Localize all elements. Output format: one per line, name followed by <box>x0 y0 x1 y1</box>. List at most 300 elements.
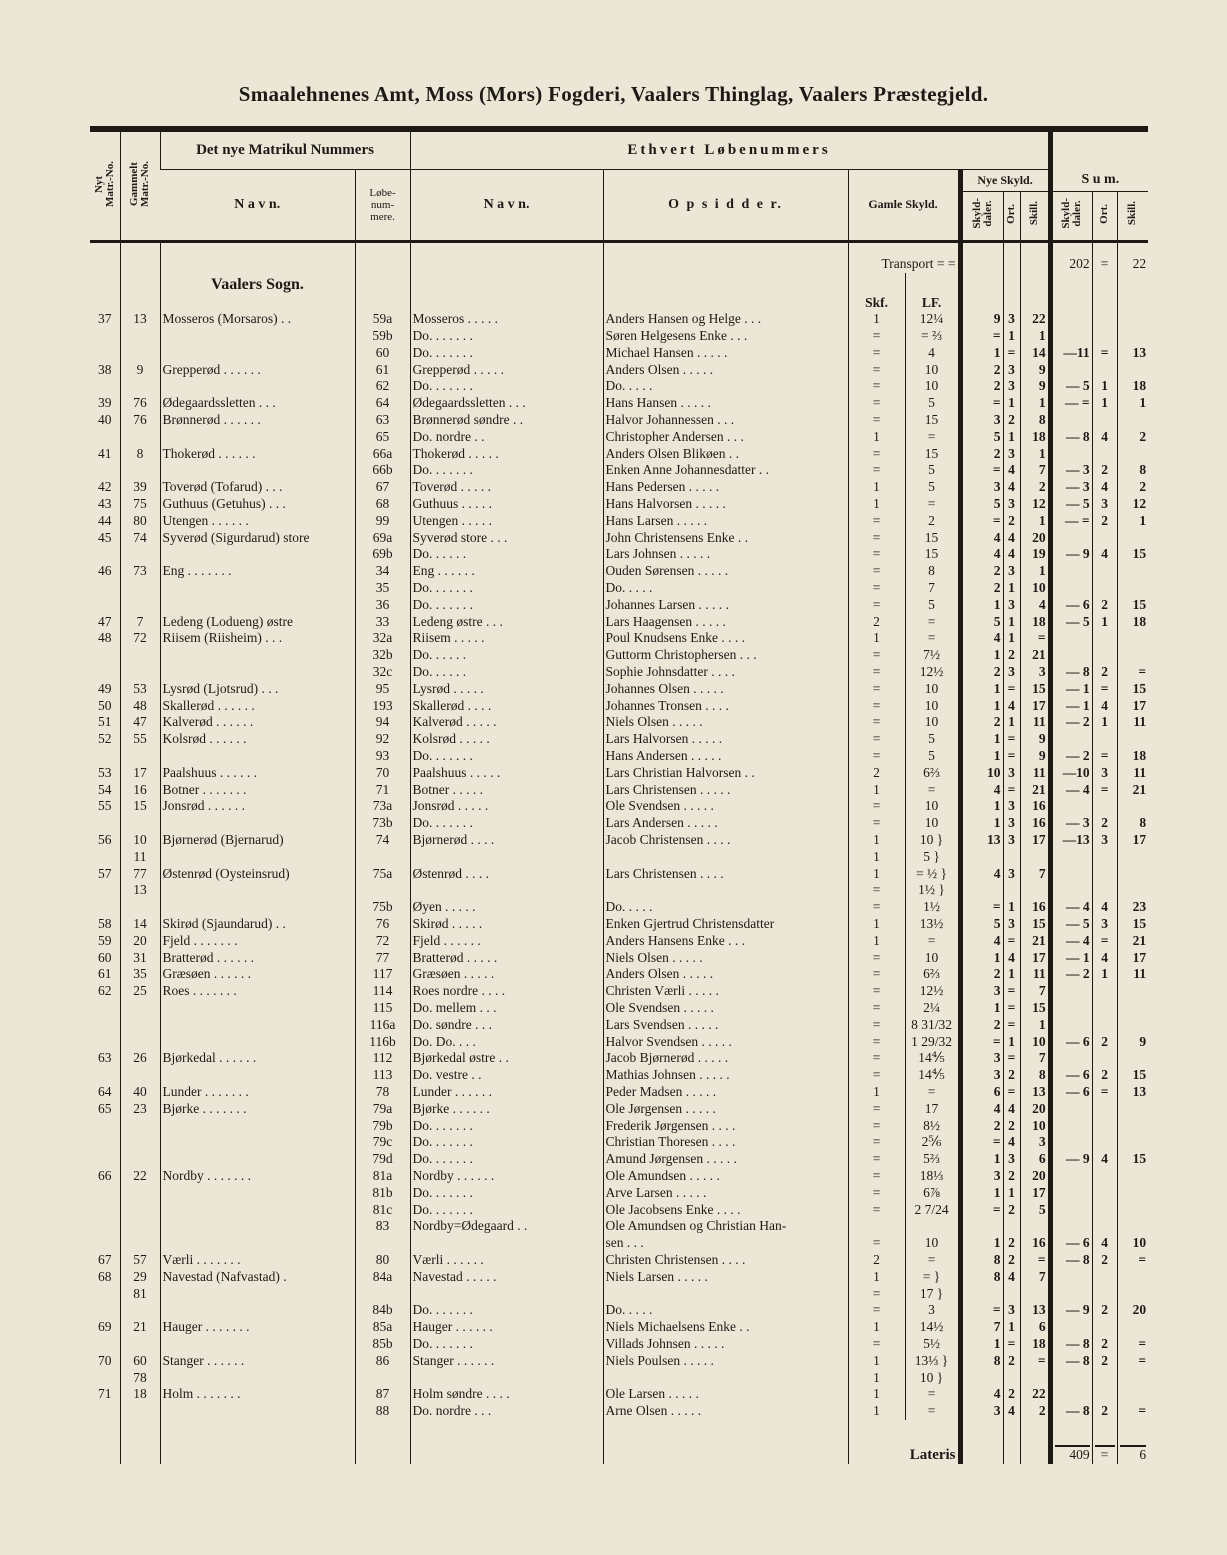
gaard-navn: Lysrød (Ljotsrud) . . . <box>160 681 355 698</box>
gaard-navn: Riisem (Riisheim) . . . <box>160 630 355 647</box>
gamle-skf: = <box>848 899 905 916</box>
nye-skyldaler: = <box>960 1302 1003 1319</box>
header-gammelt-matr: Gammelt Matr.-No. <box>120 129 160 241</box>
sum-ort: 2 <box>1092 1067 1117 1084</box>
opsidder: Lars Svendsen . . . . . <box>603 1017 848 1034</box>
gammelt-matr-no: 8 <box>120 446 160 463</box>
header-nye-skyldaler: Skyld- daler. <box>960 191 1003 241</box>
opsidder: Michael Hansen . . . . . <box>603 345 848 362</box>
gaard-navn <box>160 580 355 597</box>
lobenummer: 72 <box>355 933 410 950</box>
lobenummer: 32b <box>355 647 410 664</box>
table-row <box>90 1084 1148 1101</box>
sum-ort: = <box>1092 782 1117 799</box>
nye-ort: 3 <box>1003 1151 1020 1168</box>
lob-navn: Mosseros . . . . . <box>410 311 603 328</box>
sum-skill <box>1117 1017 1148 1034</box>
sum-skill: 11 <box>1117 714 1148 731</box>
gaard-navn <box>160 328 355 345</box>
lobenummer: 62 <box>355 378 410 395</box>
gaard-navn: Navestad (Nafvastad) . <box>160 1269 355 1303</box>
gaard-navn: Utengen . . . . . . <box>160 513 355 530</box>
sum-skyldaler: — 2 <box>1050 966 1092 983</box>
nye-skyldaler: 5 <box>960 916 1003 933</box>
sum-ort <box>1092 1202 1117 1219</box>
nye-skyldaler: 1 <box>960 815 1003 832</box>
table-row <box>90 916 1148 933</box>
gammelt-matr-no: 29 81 <box>120 1269 160 1303</box>
gamle-skf: 1 <box>848 479 905 496</box>
sum-skill <box>1117 1319 1148 1336</box>
lob-navn: Do. . . . . . . <box>410 597 603 614</box>
nye-ort: 1 <box>1003 1185 1020 1202</box>
header-sum-spacer <box>1050 129 1148 169</box>
nye-skyldaler: 2 <box>960 714 1003 731</box>
gamle-skf: = <box>848 597 905 614</box>
gaard-navn <box>160 1134 355 1151</box>
nye-ort: 4 <box>1003 698 1020 715</box>
nyt-matr-no <box>90 1218 120 1252</box>
nye-skyldaler: 2 <box>960 580 1003 597</box>
sum-skill: = <box>1117 664 1148 681</box>
lob-navn: Nordby=Ødegaard . . <box>410 1218 603 1252</box>
nye-skill: 17 <box>1020 1185 1050 1202</box>
opsidder: Amund Jørgensen . . . . . <box>603 1151 848 1168</box>
sum-skyldaler: — 8 <box>1050 429 1092 446</box>
nyt-matr-no: 55 <box>98 798 112 814</box>
gamle-skf: = <box>848 1202 905 1219</box>
header-sum-skyldaler: Skyld- daler. <box>1050 191 1092 241</box>
nye-skill: 4 <box>1020 597 1050 614</box>
nye-skill: 9 <box>1020 378 1050 395</box>
opsidder: Peder Madsen . . . . . <box>603 1084 848 1101</box>
lob-navn: Do. . . . . . . <box>410 1336 603 1353</box>
header-sum: S u m. <box>1050 169 1148 191</box>
gamle-skf: 1 1 <box>848 1353 905 1387</box>
sum-skill: 1 <box>1117 513 1148 530</box>
sum-ort <box>1092 731 1117 748</box>
nye-skill: 16 <box>1020 899 1050 916</box>
gamle-lf: 10 <box>905 714 960 731</box>
nye-skill: 3 <box>1020 664 1050 681</box>
nye-skyldaler: 4 <box>960 933 1003 950</box>
nye-skyldaler: 4 <box>960 782 1003 799</box>
gamle-lf: 2 <box>905 513 960 530</box>
opsidder: Johannes Olsen . . . . . <box>603 681 848 698</box>
sum-skyldaler: — 5 <box>1050 614 1092 631</box>
gamle-lf: 13½ <box>905 916 960 933</box>
sum-ort <box>1092 630 1117 647</box>
opsidder: Do. . . . . <box>603 580 848 597</box>
gaard-navn: Fjeld . . . . . . . <box>160 933 355 950</box>
gamle-skf: = <box>848 664 905 681</box>
sum-ort: = <box>1092 1084 1117 1101</box>
gaard-navn: Botner . . . . . . . <box>160 782 355 799</box>
sum-skill <box>1117 983 1148 1000</box>
gaard-navn: Mosseros (Morsaros) . . <box>160 311 355 328</box>
opsidder: Lars Haagensen . . . . . <box>603 614 848 631</box>
opsidder: Do. . . . . <box>603 1302 848 1319</box>
table-row <box>90 311 1148 328</box>
lob-navn: Ledeng østre . . . <box>410 614 603 631</box>
lob-navn: Do. mellem . . . <box>410 1000 603 1017</box>
gammelt-matr-no: 17 <box>120 765 160 782</box>
nye-skyldaler: 1 <box>960 681 1003 698</box>
nye-ort: 4 <box>1003 1269 1020 1303</box>
lobenummer: 193 <box>355 698 410 715</box>
opsidder: Lars Andersen . . . . . <box>603 815 848 832</box>
lobenummer: 85b <box>355 1336 410 1353</box>
table-row <box>90 546 1148 563</box>
lobenummer: 73a <box>355 798 410 815</box>
table-row <box>90 1353 1148 1387</box>
nye-skill: 2 <box>1020 1403 1050 1420</box>
nye-skyldaler: 5 <box>960 496 1003 513</box>
sum-skyldaler: — 6 <box>1050 1084 1092 1101</box>
nyt-matr-no <box>90 815 120 832</box>
nye-skill: 8 <box>1020 412 1050 429</box>
gaard-navn <box>160 1034 355 1051</box>
lob-navn: Thokerød . . . . . <box>410 446 603 463</box>
gamle-lf: = } 17 } <box>905 1269 960 1303</box>
gamle-lf: 7½ <box>905 647 960 664</box>
header-ethvert-lobenummers: Ethvert Løbenummers <box>410 129 1050 169</box>
sum-skill <box>1117 647 1148 664</box>
nye-ort: 4 <box>1003 530 1020 547</box>
table-row <box>90 899 1148 916</box>
table-header <box>90 129 1148 241</box>
nyt-matr-no <box>90 1034 120 1051</box>
gamle-skf: 1 <box>848 933 905 950</box>
gammelt-matr-no: 55 <box>120 731 160 748</box>
lob-navn: Grepperød . . . . . <box>410 362 603 379</box>
nye-skyldaler: 3 <box>960 1403 1003 1420</box>
gaard-navn <box>160 1336 355 1353</box>
gamle-lf: 5 <box>905 748 960 765</box>
sum-ort: 4 <box>1092 429 1117 446</box>
opsidder: Jacob Christensen . . . . <box>603 832 848 866</box>
sum-ort <box>1092 983 1117 1000</box>
nyt-matr-no <box>90 1403 120 1420</box>
nye-skill: 16 <box>1020 1218 1050 1252</box>
lobenummer: 32c <box>355 664 410 681</box>
gammelt-matr-no: 75 <box>120 496 160 513</box>
gammelt-matr-no <box>120 1336 160 1353</box>
lobenummer: 115 <box>355 1000 410 1017</box>
nye-ort: = <box>1003 1336 1020 1353</box>
sum-ort <box>1092 1000 1117 1017</box>
table-row <box>90 597 1148 614</box>
nye-skill: 2 <box>1020 479 1050 496</box>
nye-skill: 13 <box>1020 1302 1050 1319</box>
sum-ort <box>1092 1118 1117 1135</box>
gammelt-matr-no: 21 <box>120 1319 160 1336</box>
nyt-matr-no: 44 <box>98 512 112 528</box>
lob-navn: Do. nordre . . . <box>410 1403 603 1420</box>
gammelt-matr-no <box>120 1017 160 1034</box>
table-row <box>90 462 1148 479</box>
lob-navn: Do. . . . . . . <box>410 748 603 765</box>
gamle-lf: 15 <box>905 446 960 463</box>
gaard-navn <box>160 1202 355 1219</box>
nyt-matr-no <box>90 1302 120 1319</box>
opsidder: Hans Halvorsen . . . . . <box>603 496 848 513</box>
gamle-skf: = <box>848 1134 905 1151</box>
sum-ort: 1 <box>1092 614 1117 631</box>
gamle-skf: = <box>848 412 905 429</box>
gammelt-matr-no: 9 <box>120 362 160 379</box>
gammelt-matr-no <box>120 899 160 916</box>
opsidder: Ole Amundsen og Christian Han- sen . . . <box>603 1218 848 1252</box>
nyt-matr-no: 65 <box>98 1100 112 1116</box>
sum-skill <box>1117 731 1148 748</box>
lobenummer: 84a <box>355 1269 410 1303</box>
nyt-matr-no: 41 <box>98 445 112 461</box>
lob-navn: Do. . . . . . . <box>410 345 603 362</box>
nye-skyldaler: 8 <box>960 1252 1003 1269</box>
nyt-matr-no: 40 <box>98 412 112 428</box>
sum-skill: 9 <box>1117 1034 1148 1051</box>
nye-skyldaler: 3 <box>960 1067 1003 1084</box>
nye-ort: 1 <box>1003 630 1020 647</box>
lob-navn: Do. . . . . . . <box>410 462 603 479</box>
nyt-matr-no: 56 <box>98 832 112 847</box>
table-row <box>90 698 1148 715</box>
lob-navn: Utengen . . . . . <box>410 513 603 530</box>
nye-skill: 7 <box>1020 983 1050 1000</box>
sum-skyldaler: — 5 <box>1050 916 1092 933</box>
gamle-lf: 13⅓ } 10 } <box>905 1353 960 1387</box>
header-nye-skyld: Nye Skyld. <box>960 169 1050 191</box>
gamle-lf: 5⅔ <box>905 1151 960 1168</box>
opsidder: Arne Olsen . . . . . <box>603 1403 848 1420</box>
sum-skill: 23 <box>1117 899 1148 916</box>
lob-navn: Do. nordre . . <box>410 429 603 446</box>
nye-skill: 13 <box>1020 1084 1050 1101</box>
lobenummer: 88 <box>355 1403 410 1420</box>
sum-ort: = <box>1092 345 1117 362</box>
table-row <box>90 1218 1148 1252</box>
gamle-lf: = <box>905 1403 960 1420</box>
gamle-lf: = <box>905 782 960 799</box>
nye-skill: 6 <box>1020 1151 1050 1168</box>
gamle-lf: = ½ } 1½ } <box>905 866 960 900</box>
lobenummer: 59a <box>355 311 410 328</box>
nye-skill: 9 <box>1020 731 1050 748</box>
nye-ort: 1 <box>1003 966 1020 983</box>
sum-skyldaler: — 3 <box>1050 815 1092 832</box>
sum-skyldaler <box>1050 1319 1092 1336</box>
lob-navn: Lunder . . . . . . <box>410 1084 603 1101</box>
gammelt-matr-no <box>120 748 160 765</box>
nye-skyldaler: = <box>960 1034 1003 1051</box>
gamle-lf: 2¼ <box>905 1000 960 1017</box>
gaard-navn <box>160 1185 355 1202</box>
sum-skill <box>1117 1101 1148 1118</box>
gaard-navn: Græsøen . . . . . . <box>160 966 355 983</box>
lob-navn: Do. . . . . . . <box>410 1118 603 1135</box>
nye-skill: 10 <box>1020 580 1050 597</box>
nye-skyldaler: 3 <box>960 983 1003 1000</box>
lobenummer: 114 <box>355 983 410 1000</box>
nye-ort: 4 <box>1003 546 1020 563</box>
sum-skyldaler: — 4 <box>1050 933 1092 950</box>
nyt-matr-no: 57 <box>98 865 112 881</box>
sum-skill <box>1117 530 1148 547</box>
nye-skill: = <box>1020 1353 1050 1387</box>
nyt-matr-no: 37 <box>98 311 112 327</box>
lobenummer: 80 <box>355 1252 410 1269</box>
sum-ort: 1 <box>1092 395 1117 412</box>
opsidder: Anders Olsen Blikøen . . <box>603 446 848 463</box>
gaard-navn <box>160 1151 355 1168</box>
gaard-navn: Skallerød . . . . . . <box>160 698 355 715</box>
nye-skyldaler: 1 <box>960 748 1003 765</box>
nyt-matr-no: 51 <box>98 714 112 730</box>
lob-navn: Ødegaardssletten . . . <box>410 395 603 412</box>
sum-skill: 18 <box>1117 614 1148 631</box>
sum-skyldaler: — 9 <box>1050 1302 1092 1319</box>
nyt-matr-no <box>90 748 120 765</box>
opsidder: Niels Poulsen . . . . . <box>603 1353 848 1387</box>
lobenummer: 69b <box>355 546 410 563</box>
gamle-lf: 5 <box>905 462 960 479</box>
table-row <box>90 446 1148 463</box>
opsidder: Johannes Larsen . . . . . <box>603 597 848 614</box>
lobenummer: 93 <box>355 748 410 765</box>
gammelt-matr-no: 73 <box>120 563 160 580</box>
table-row <box>90 1101 1148 1118</box>
gamle-skf: = <box>848 395 905 412</box>
sum-skyldaler <box>1050 1168 1092 1185</box>
nyt-matr-no: 59 <box>98 932 112 948</box>
sum-skyldaler: — 8 <box>1050 1252 1092 1269</box>
nye-ort: 4 <box>1003 1101 1020 1118</box>
gamle-lf: 8 31/32 <box>905 1017 960 1034</box>
sum-skill: 2 <box>1117 479 1148 496</box>
sum-ort <box>1092 362 1117 379</box>
nye-ort: 3 <box>1003 916 1020 933</box>
sum-skyldaler: — 4 <box>1050 899 1092 916</box>
sum-skyldaler: — 3 <box>1050 462 1092 479</box>
nyt-matr-no <box>90 546 120 563</box>
page-title: Smaalehnenes Amt, Moss (Mors) Fogderi, Vaalers Thinglag, Vaalers Præstegjeld. <box>238 82 989 106</box>
lobenummer: 66a <box>355 446 410 463</box>
nyt-matr-no: 63 <box>98 1050 112 1066</box>
table-row <box>90 714 1148 731</box>
nye-skill: 17 <box>1020 832 1050 866</box>
gamle-lf: 5 <box>905 479 960 496</box>
lobenummer: 81b <box>355 1185 410 1202</box>
gaard-navn: Stanger . . . . . . <box>160 1353 355 1387</box>
nye-ort: 1 <box>1003 580 1020 597</box>
lobenummer: 64 <box>355 395 410 412</box>
lob-navn: Værli . . . . . . <box>410 1252 603 1269</box>
gamle-lf: 10 <box>905 681 960 698</box>
sum-skill: = <box>1117 1336 1148 1353</box>
lob-navn: Paalshuus . . . . . <box>410 765 603 782</box>
gammelt-matr-no <box>120 462 160 479</box>
nye-skill: 21 <box>1020 782 1050 799</box>
gamle-lf: = ⅔ <box>905 328 960 345</box>
gammelt-matr-no: 7 <box>120 614 160 631</box>
sum-ort: 3 <box>1092 496 1117 513</box>
lobenummer: 99 <box>355 513 410 530</box>
sum-ort: 4 <box>1092 899 1117 916</box>
gamle-lf: 10 } 5 } <box>905 832 960 866</box>
sum-ort: 2 <box>1092 1353 1117 1387</box>
sum-skill: 15 <box>1117 546 1148 563</box>
gamle-lf: 6⅔ <box>905 765 960 782</box>
sum-ort: 3 <box>1092 832 1117 866</box>
gamle-lf: 5 <box>905 597 960 614</box>
sum-skyldaler <box>1050 1000 1092 1017</box>
table-row <box>90 328 1148 345</box>
sum-skill: 18 <box>1117 748 1148 765</box>
sum-skyldaler <box>1050 412 1092 429</box>
lobenummer: 34 <box>355 563 410 580</box>
header-nyt-matr: Nyt Matr.-No. <box>90 129 120 241</box>
sum-skill: = <box>1117 1252 1148 1269</box>
sum-skyldaler <box>1050 328 1092 345</box>
nye-skyldaler: 2 <box>960 378 1003 395</box>
gaard-navn: Toverød (Tofarud) . . . <box>160 479 355 496</box>
lobenummer: 35 <box>355 580 410 597</box>
opsidder: Hans Hansen . . . . . <box>603 395 848 412</box>
sum-ort <box>1092 563 1117 580</box>
nye-ort: 2 <box>1003 1118 1020 1135</box>
sum-ort: 2 <box>1092 462 1117 479</box>
lob-navn: Skallerød . . . . <box>410 698 603 715</box>
gamle-lf: 12½ <box>905 664 960 681</box>
gaard-navn: Brønnerød . . . . . . <box>160 412 355 429</box>
sum-skill <box>1117 446 1148 463</box>
nye-skill: 14 <box>1020 345 1050 362</box>
sum-skill: 15 <box>1117 681 1148 698</box>
sum-skyldaler: — 9 <box>1050 546 1092 563</box>
lobenummer: 83 <box>355 1218 410 1252</box>
gamle-skf: = <box>848 731 905 748</box>
opsidder: Lars Christensen . . . . . <box>603 782 848 799</box>
gamle-skf: = <box>848 1302 905 1319</box>
sum-ort <box>1092 311 1117 328</box>
nye-skill: 7 <box>1020 1269 1050 1303</box>
opsidder: Mathias Johnsen . . . . . <box>603 1067 848 1084</box>
table-row <box>90 429 1148 446</box>
sum-skill <box>1117 328 1148 345</box>
sum-skill <box>1117 798 1148 815</box>
gaard-navn: Syverød (Sigurdarud) store <box>160 530 355 547</box>
gammelt-matr-no: 77 13 <box>120 866 160 900</box>
opsidder: Anders Olsen . . . . . <box>603 966 848 983</box>
opsidder: Christen Værli . . . . . <box>603 983 848 1000</box>
lobenummer: 59b <box>355 328 410 345</box>
gamle-skf: = <box>848 1336 905 1353</box>
nye-ort: 2 <box>1003 647 1020 664</box>
nyt-matr-no <box>90 1000 120 1017</box>
nye-skill: 11 <box>1020 765 1050 782</box>
opsidder: Lars Halvorsen . . . . . <box>603 731 848 748</box>
nyt-matr-no <box>90 429 120 446</box>
header-nye-skill: Skill. <box>1020 191 1050 241</box>
gaard-navn: Jonsrød . . . . . . <box>160 798 355 815</box>
gammelt-matr-no <box>120 597 160 614</box>
gammelt-matr-no: 39 <box>120 479 160 496</box>
nye-skill: 3 <box>1020 1134 1050 1151</box>
gamle-lf: 6⅞ <box>905 1185 960 1202</box>
table-row <box>90 1185 1148 1202</box>
sum-ort: 2 <box>1092 597 1117 614</box>
